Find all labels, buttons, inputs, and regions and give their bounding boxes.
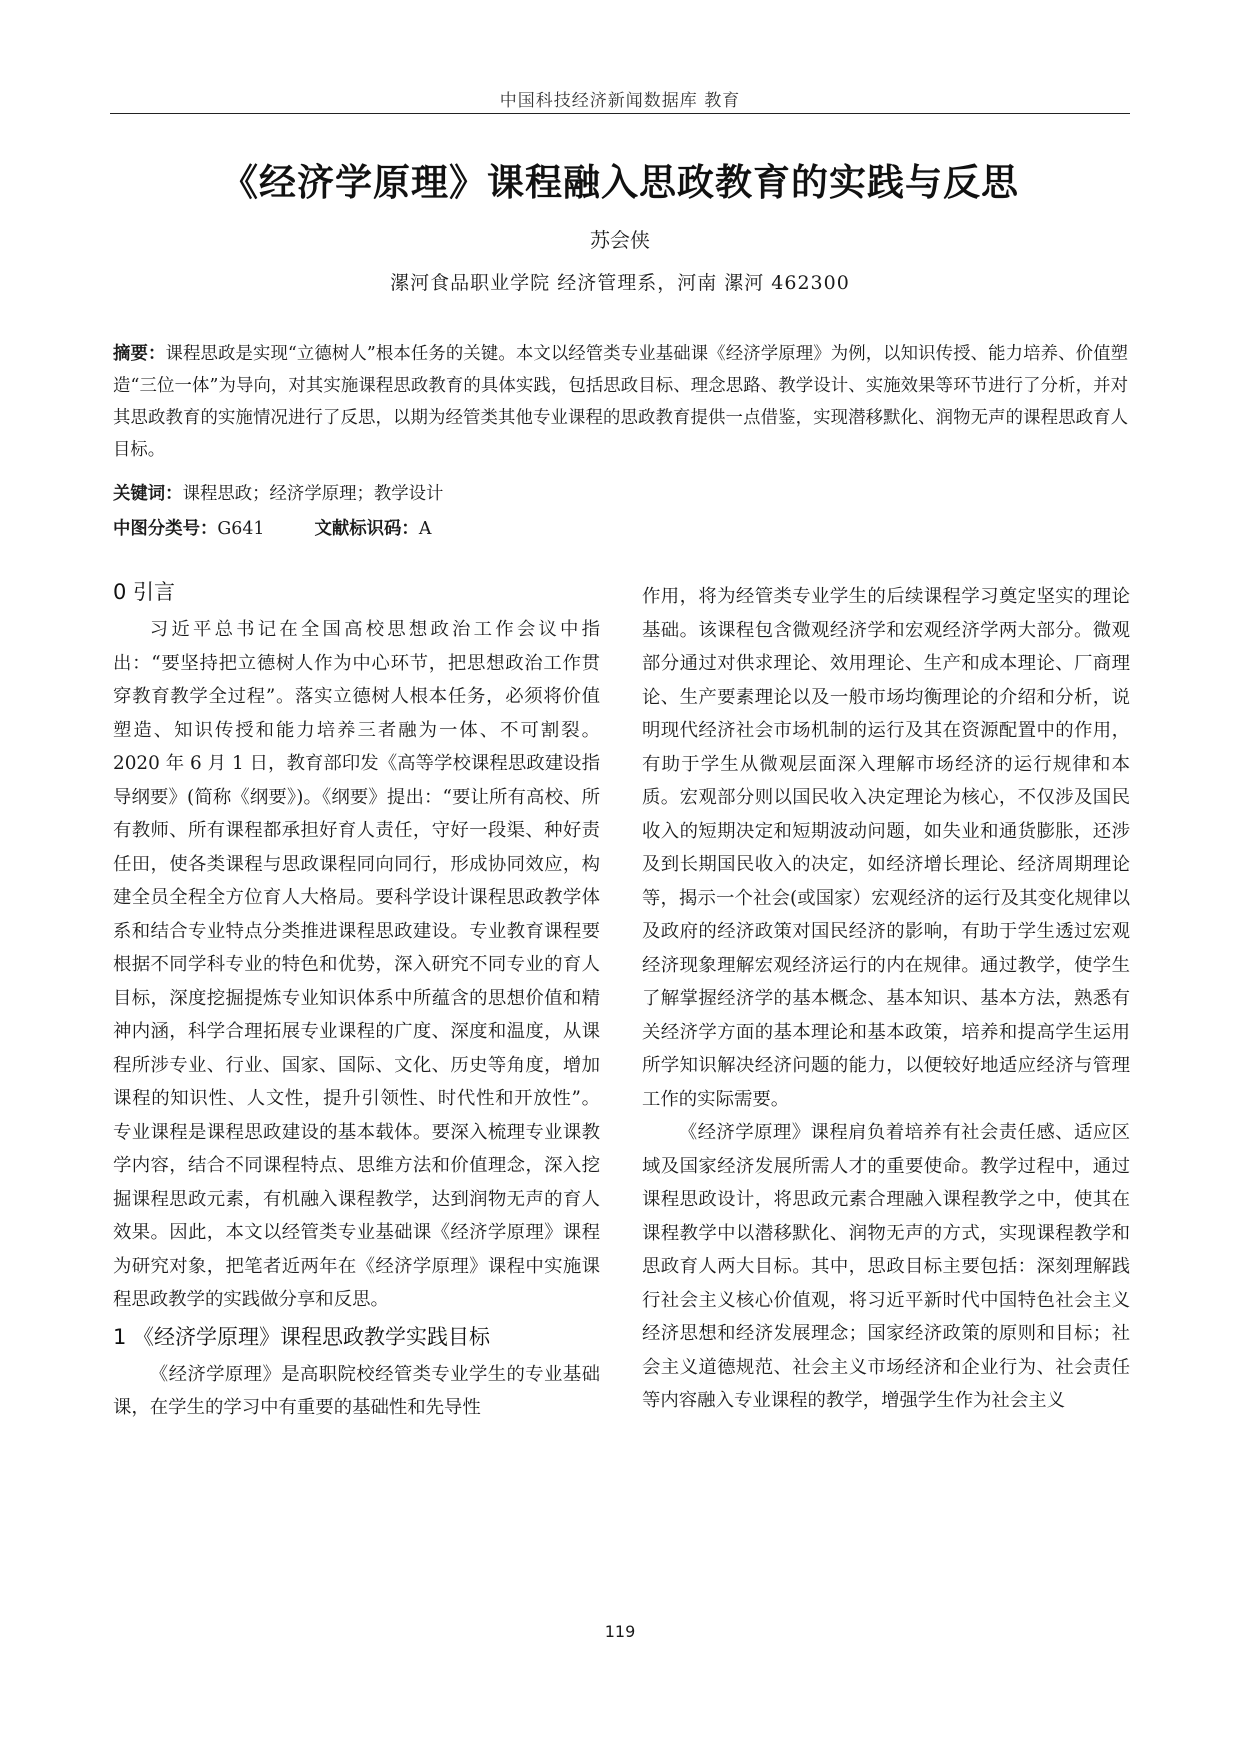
intro-paragraph: 习近平总书记在全国高校思想政治工作会议中指出：“要坚持把立德树人作为中心环节，把思想政治工作贯穿教育教学全过程”。落实立德树人根本任务，必须将价值塑造、知识传授和能力培养三者融为一体、不可割裂。 2020 年 6 月 1 日，教育部印发《高等学校课程思政建设指导纲要》(简称《纲要》)。《纲要》提出：“要让所有高校、所有教师、所有课程都承担好育人责任，守好一段渠、种好责任田，使各类课程与思政课程同向同行，形成协同效应，构建全员全程全方位育人大格局。要科学设计课程思政教学体系和结合专业特点分类推进课程思政建设。专业教育课程要根据不同学科专业的特色和优势，深入研究不同专业的育人目标，深度挖掘提炼专业知识体系中所蕴含的思想价值和精神内涵，科学合理拓展专业课程的广度、深度和温度，从课程所涉专业、行业、国家、国际、文化、历史等角度，增加课程的知识性、人文性，提升引领性、时代性和开放性”。专业课程是课程思政建设的基本载体。要深入梳理专业课教学内容，结合不同课程特点、思维方法和价值理念，深入挖掘课程思政元素，有机融入课程教学，达到润物无声的育人效果。因此，本文以经管类专业基础课《经济学原理》课程为研究对象，把笔者近两年在《经济学原理》课程中实施课程思政教学的实践做分享和反思。 xyxy=(113,619,600,1310)
author-name: 苏会侠 xyxy=(590,228,650,252)
keywords-text: 课程思政；经济学原理；教学设计 xyxy=(182,484,444,504)
abstract-label: 摘要： xyxy=(113,344,166,364)
clc-value: G641 xyxy=(217,519,265,539)
goals-paragraph-continued: 作用，将为经管类专业学生的后续课程学习奠定坚实的理论基础。该课程包含微观经济学和宏观经济学两大部分。微观部分通过对供求理论、效用理论、生产和成本理论、厂商理论、生产要素理论以及一般市场均衡理论的介绍和分析，说明现代经济社会市场机制的运行及其在资源配置中的作用，有助于学生从微观层面深入理解市场经济的运行规律和本质。宏观部分则以国民收入决定理论为核心，不仅涉及国民收入的短期决定和短期波动问题，如失业和通货膨胀，还涉及到长期国民收入的决定，如经济增长理论、经济周期理论等，揭示一个社会(或国家）宏观经济的运行及其变化规律以及政府的经济政策对国民经济的影响，有助于学生透过宏观经济现象理解宏观经济运行的内在规律。通过教学，使学生了解掌握经济学的基本概念、基本知识、基本方法，熟悉有关经济学方面的基本理论和基本政策，培养和提高学生运用所学知识解决经济问题的能力，以便较好地适应经济与管理工作的实际需要。 xyxy=(642,586,1130,1110)
keywords xyxy=(113,478,1128,510)
doc-code-value: A xyxy=(418,519,432,539)
header-rule xyxy=(110,113,1130,114)
abstract-text: 课程思政是实现“立德树人”根本任务的关键。本文以经管类专业基础课《经济学原理》为例，以知识传授、能力培养、价值塑造“三位一体”为导向，对其实施课程思政教育的具体实践，包括思政目标、理念思路、教学设计、实施效果等环节进行了分析，并对其思政教育的实施情况进行了反思，以期为经管类其他专业课程的思政教育提供一点借鉴，实现潜移默化、润物无声的课程思政育人目标。 xyxy=(113,344,1128,460)
keywords-label: 关键词： xyxy=(113,484,183,504)
abstract xyxy=(113,338,1128,466)
doc-code-label: 文献标识码： xyxy=(314,519,419,539)
right-column xyxy=(642,580,1130,1418)
classification-line xyxy=(113,513,1128,545)
left-column xyxy=(113,578,600,1425)
running-header: 中国科技经济新闻数据库 教育 xyxy=(499,91,741,111)
section-heading-introduction: 0 引言 xyxy=(113,580,176,604)
goals-paragraph: 《经济学原理》是高职院校经管类专业学生的专业基础课，在学生的学习中有重要的基础性和先导性 xyxy=(113,1363,600,1418)
clc-label: 中图分类号： xyxy=(113,519,218,539)
page-number: 119 xyxy=(604,1622,636,1641)
section-heading-goals: 1 《经济学原理》课程思政教学实践目标 xyxy=(113,1324,491,1349)
mission-paragraph: 《经济学原理》课程肩负着培养有社会责任感、适应区域及国家经济发展所需人才的重要使命。教学过程中，通过课程思政设计，将思政元素合理融入课程教学之中，使其在课程教学中以潜移默化、润物无声的方式，实现课程教学和思政育人两大目标。其中，思政目标主要包括：深刻理解践行社会主义核心价值观，将习近平新时代中国特色社会主义经济思想和经济发展理念；国家经济政策的原则和目标；社会主义道德规范、社会主义市场经济和企业行为、社会责任等内容融入专业课程的教学，增强学生作为社会主义 xyxy=(642,1122,1130,1411)
author-affiliation: 漯河食品职业学院 经济管理系，河南 漯河 462300 xyxy=(390,272,850,294)
paper-title: 《经济学原理》课程融入思政教育的实践与反思 xyxy=(221,161,1019,204)
